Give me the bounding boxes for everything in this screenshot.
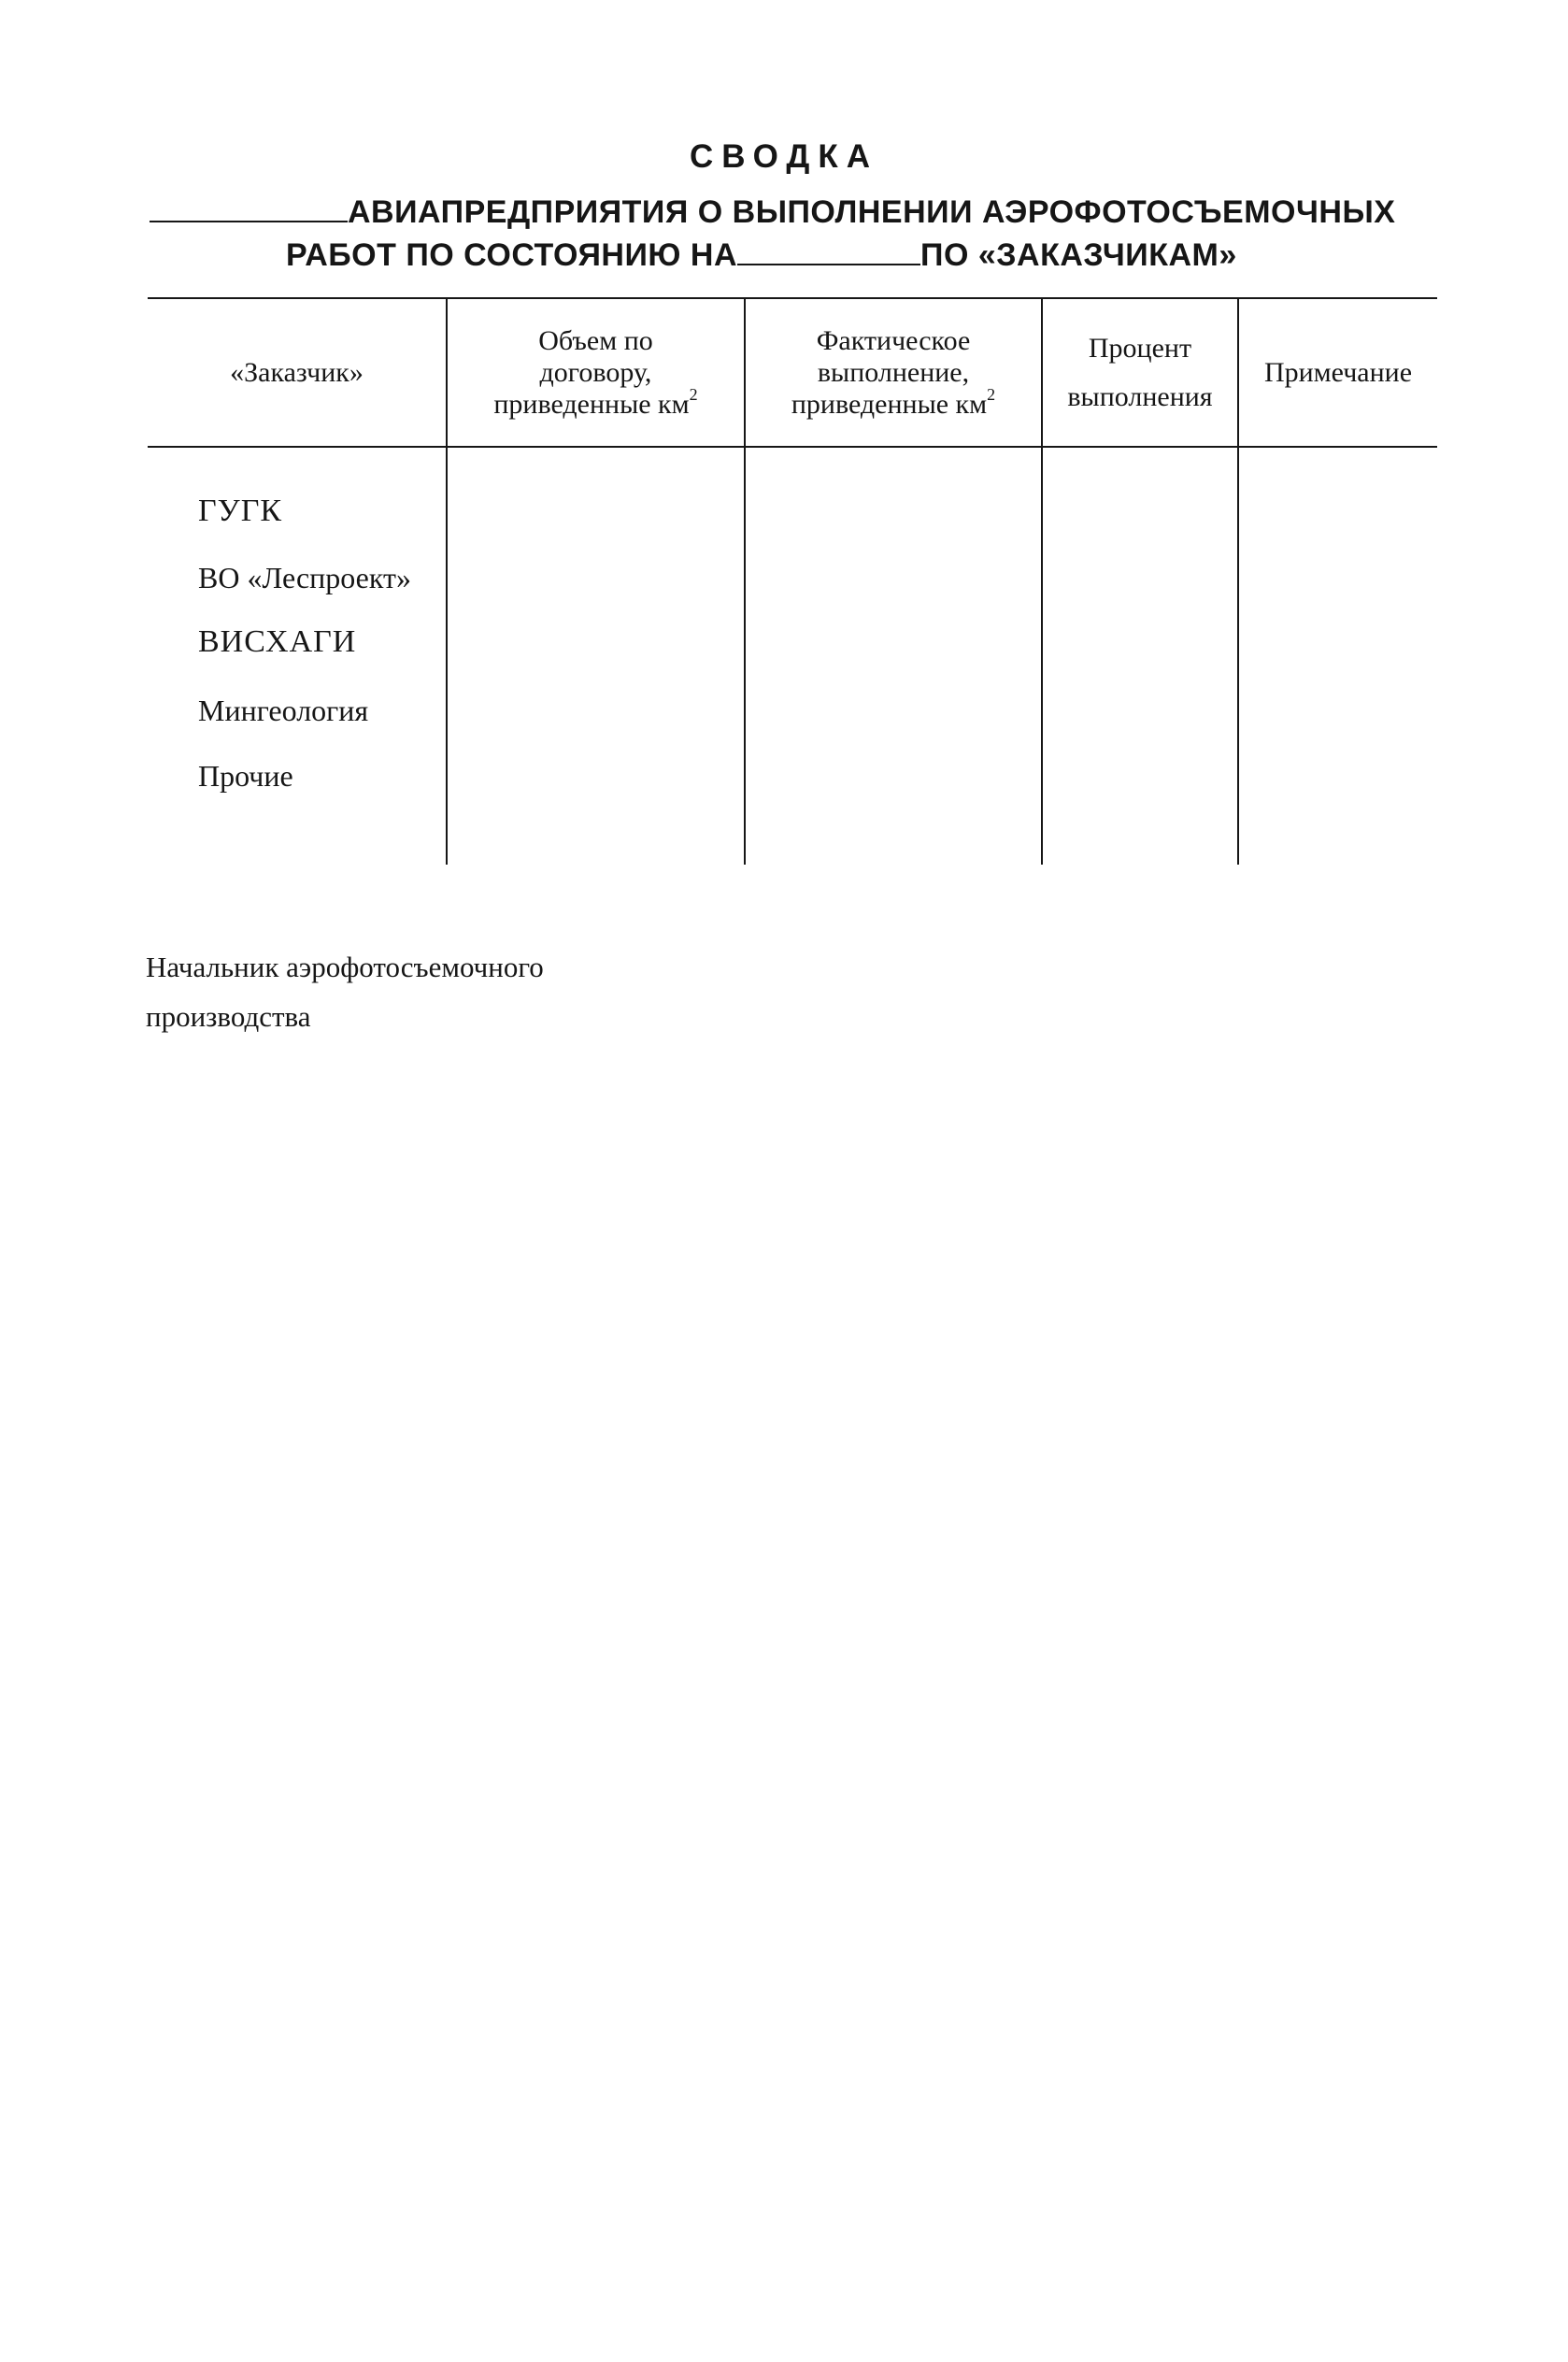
heading-line-2-end: ПО «ЗАКАЗЧИКАМ» bbox=[920, 237, 1237, 273]
header-contract-volume-line1: Объем по bbox=[538, 324, 653, 356]
table-row-customer: ВИСХАГИ bbox=[198, 624, 357, 659]
heading-line-2 bbox=[286, 237, 1237, 274]
heading-line-1 bbox=[150, 194, 1395, 231]
header-actual-completion-sup: 2 bbox=[987, 384, 996, 404]
header-percent-completion bbox=[1043, 299, 1237, 446]
heading-line-1-text: АВИАПРЕДПРИЯТИЯ О ВЫПОЛНЕНИИ АЭРОФОТОСЪЕМОЧНЫХ bbox=[348, 194, 1396, 230]
header-actual-completion-line2: выполнение, bbox=[817, 356, 970, 388]
header-customer-text: «Заказчик» bbox=[230, 356, 363, 388]
header-percent-line1: Процент bbox=[1088, 332, 1192, 364]
signature-title-line1: Начальник аэрофотосъемочного bbox=[146, 951, 544, 983]
table-row-customer: ВО «Леспроект» bbox=[198, 561, 411, 594]
blank-date[interactable] bbox=[737, 258, 920, 265]
table-row-customer: Мингеология bbox=[198, 694, 369, 727]
header-actual-completion-line1: Фактическое bbox=[816, 324, 971, 356]
table-header-rule bbox=[148, 446, 1437, 448]
header-actual-completion-line3: приведенные км bbox=[791, 388, 988, 420]
blank-enterprise-name[interactable] bbox=[150, 215, 348, 222]
header-contract-volume bbox=[448, 299, 744, 446]
table-row-customer: ГУГК bbox=[198, 494, 283, 528]
document-title: СВОДКА bbox=[689, 138, 878, 175]
header-customer bbox=[148, 299, 446, 446]
header-note-text: Примечание bbox=[1263, 356, 1413, 388]
header-note bbox=[1239, 299, 1437, 446]
signature-title-line2: производства bbox=[146, 1000, 311, 1033]
header-contract-volume-line2: договору, bbox=[539, 356, 652, 388]
header-percent-line2: выполнения bbox=[1067, 380, 1213, 412]
table-row-customer: Прочие bbox=[198, 759, 293, 793]
header-contract-volume-sup: 2 bbox=[689, 384, 698, 404]
heading-line-2-start: РАБОТ ПО СОСТОЯНИЮ НА bbox=[286, 237, 737, 273]
header-actual-completion bbox=[746, 299, 1041, 446]
header-contract-volume-line3: приведенные км bbox=[493, 388, 690, 420]
